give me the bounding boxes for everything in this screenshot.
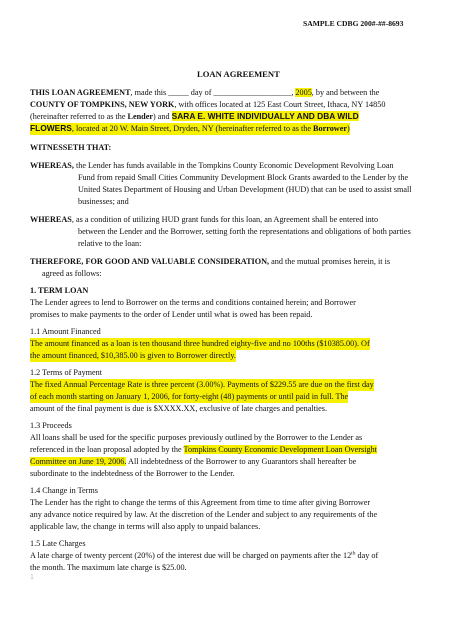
intro-line-4: FLOWERS, located at 20 W. Main Street, Dryden, NY (hereinafter referred to as the Borrower) (30, 123, 350, 133)
section-1-heading: 1. TERM LOAN (30, 286, 89, 295)
section-1-5-heading: 1.5 Late Charges (30, 539, 86, 548)
section-1-3-line-2: referenced in the loan proposal adopted by the Tompkins County Economic Development Loan Oversight (30, 445, 377, 454)
intro-line-1: THIS LOAN AGREEMENT, made this _____ day of ___________________, 2005, by and between the (30, 88, 380, 97)
section-1-2-line-3: amount of the final payment is due is $XXXX.XX, exclusive of late charges and penalties. (30, 404, 328, 413)
therefore-line-1: THEREFORE, FOR GOOD AND VALUABLE CONSIDERATION, and the mutual promises herein, it is (30, 257, 391, 266)
section-1-4-line-1: The Lender has the right to change the terms of this Agreement from time to time after giving Borrower (30, 498, 371, 507)
witnesseth-heading: WITNESSETH THAT: (30, 143, 112, 152)
agreement-lead: THIS LOAN AGREEMENT (30, 88, 131, 97)
whereas-1-line-2: Fund from repaid Small Cities Community Development Block Grants awarded to the Lender by the (78, 173, 409, 182)
section-1-3-line-1: All loans shall be used for the specific purposes previously outlined by the Borrower to the Lender as (30, 433, 363, 442)
section-1-2-heading: 1.2 Terms of Payment (30, 368, 103, 377)
whereas-1-line-4: businesses; and (78, 197, 129, 206)
whereas-1-line-3: United States Department of Housing and Urban Development (HUD) that can be used to assist small (78, 185, 412, 194)
whereas-2-line-2: between the Lender and the Borrower, setting forth the representations and obligations of both parties (78, 227, 411, 236)
whereas-2-line-3: relative to the loan: (78, 239, 142, 248)
whereas-1-line-1: WHEREAS, the Lender has funds available in the Tompkins County Economic Development Revolving Loan (30, 161, 394, 170)
loan-committee: Tompkins County Economic Development Loan Oversight (183, 445, 377, 454)
borrower-name: SARA E. WHITE INDIVIDUALLY AND DBA WILD (171, 111, 359, 121)
borrower-address: , located at 20 W. Main Street, Dryden, NY (71, 124, 214, 133)
section-1-1-heading: 1.1 Amount Financed (30, 327, 101, 336)
section-1-5-line-1: A late charge of twenty percent (20%) of the interest due will be charged on payments after the 12th day of (30, 550, 379, 560)
therefore-line-2: agreed as follows: (42, 269, 102, 278)
section-1-1-line-2: the amount financed, $10,385.00 is given to Borrower directly. (30, 351, 236, 360)
section-1-4-line-2: any advance notice required by law. At the discretion of the Lender and subject to any requirements of the (30, 510, 378, 519)
section-1-line-2: promises to make payments to the order of Lender until what is owed has been repaid. (30, 310, 313, 319)
section-1-4-heading: 1.4 Change in Terms (30, 486, 98, 495)
section-1-3-heading: 1.3 Proceeds (30, 421, 72, 430)
intro-line-2: COUNTY OF TOMPKINS, NEW YORK, with offices located at 125 East Court Street, Ithaca, NY 14850 (30, 100, 386, 109)
section-1-2-line-2: of each month starting on January 1, 2006, for forty-eight (48) payments or until paid in full. The (30, 392, 349, 401)
document-title: LOAN AGREEMENT (197, 69, 280, 79)
section-1-2-line-1: The fixed Annual Percentage Rate is three percent (3.00%). Payments of $229.55 are due on the first day (30, 380, 374, 389)
agreement-year: 2005 (295, 88, 312, 97)
section-1-5-line-2: the month. The maximum late charge is $25.00. (30, 563, 187, 572)
lender-name: COUNTY OF TOMPKINS, NEW YORK (30, 100, 175, 109)
intro-line-3: (hereinafter referred to as the Lender) and SARA E. WHITE INDIVIDUALLY AND DBA WILD (30, 111, 359, 121)
section-1-4-line-3: applicable law, the change in terms will also apply to unpaid balances. (30, 522, 261, 531)
page-number: 1 (30, 574, 34, 581)
document-reference: SAMPLE CDBG 200#-##-8693 (303, 19, 404, 28)
section-1-1-line-1: The amount financed as a loan is ten thousand three hundred eighty-five and no 100ths ($10385.00). Of (30, 339, 370, 348)
whereas-2-line-1: WHEREAS, as a condition of utilizing HUD grant funds for this loan, an Agreement shall be entered into (30, 215, 379, 224)
section-1-3-line-3: Committee on June 19, 2006. All indebtedness of the Borrower to any Guarantors shall hereafter be (30, 457, 357, 466)
section-1-line-1: The Lender agrees to lend to Borrower on the terms and conditions contained herein; and Borrower (30, 298, 356, 307)
section-1-3-line-4: subordinate to the indebtedness of the Borrower to the Lender. (30, 469, 235, 478)
